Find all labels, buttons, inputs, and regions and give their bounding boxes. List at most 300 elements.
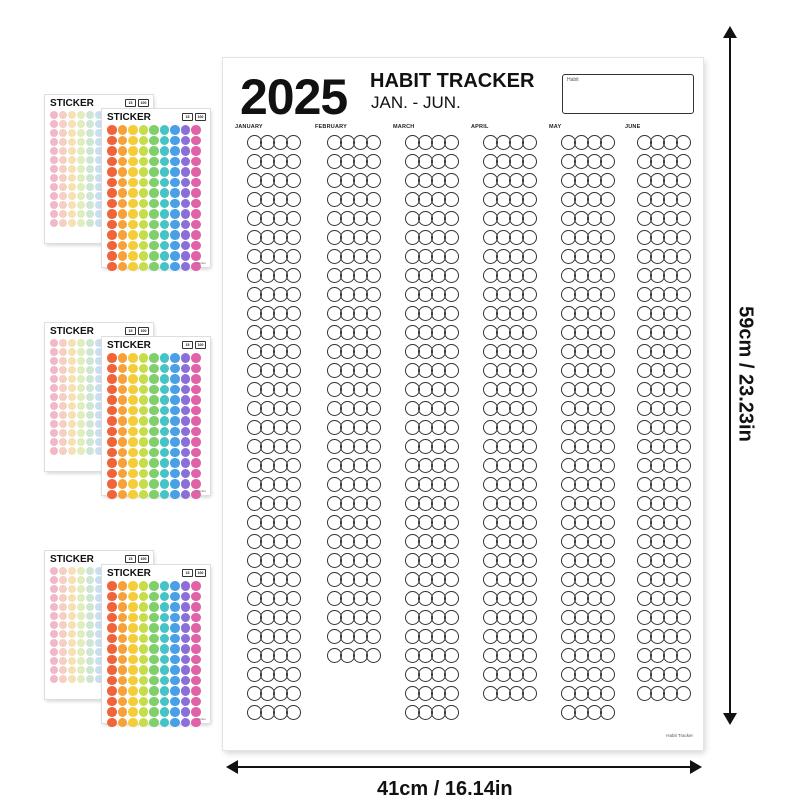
sticker-dot: [181, 199, 191, 209]
sticker-dot: [149, 697, 159, 707]
habit-circle: [600, 686, 615, 701]
sticker-dot: [86, 120, 94, 128]
month-label: JUNE: [625, 124, 641, 130]
habit-circle: [444, 705, 459, 720]
sticker-dot: [149, 707, 159, 717]
sticker-dot: [170, 686, 180, 696]
day-label: [549, 437, 568, 449]
sticker-dot: [50, 174, 58, 182]
day-label: [549, 475, 568, 487]
sticker-dot: [107, 676, 117, 686]
day-label: [315, 570, 334, 582]
habit-circle: [600, 515, 615, 530]
sticker-dot: [68, 594, 76, 602]
sticker-dot: [118, 707, 128, 717]
day-label: [393, 608, 412, 620]
sticker-dot: [149, 199, 159, 209]
day-label: [549, 684, 568, 696]
sticker-dot: [181, 406, 191, 416]
sticker-dot: [50, 648, 58, 656]
habit-circle: [600, 173, 615, 188]
sticker-dot: [160, 437, 170, 447]
sticker-dot: [107, 427, 117, 437]
sticker-dot: [149, 385, 159, 395]
habit-circle: [286, 496, 301, 511]
day-label: [393, 228, 412, 240]
sticker-dot: [68, 138, 76, 146]
day-label: [471, 228, 490, 240]
day-label: [235, 551, 254, 563]
habit-circle: [286, 382, 301, 397]
sticker-dot: [68, 201, 76, 209]
sticker-dot: [50, 375, 58, 383]
habit-circle: [366, 534, 381, 549]
habit-circle: [522, 515, 537, 530]
month-label: JANUARY: [235, 124, 263, 130]
sticker-dot: [191, 623, 201, 633]
sticker-dot: [86, 675, 94, 683]
sticker-dot: [77, 585, 85, 593]
day-label: [315, 247, 334, 259]
sticker-dot: [128, 437, 138, 447]
habit-circle: [444, 401, 459, 416]
day-label: [315, 133, 334, 145]
sticker-dot: [50, 420, 58, 428]
sticker-sheet-title: STICKER: [50, 98, 94, 109]
sticker-dot: [86, 339, 94, 347]
habit-tracker-poster: [223, 58, 703, 750]
sticker-dot: [86, 411, 94, 419]
sticker-dot: [170, 416, 180, 426]
sticker-dot: [77, 438, 85, 446]
habit-circle: [676, 154, 691, 169]
day-label: [625, 665, 644, 677]
sticker-dot: [170, 581, 180, 591]
sticker-dot: [77, 567, 85, 575]
sticker-dot: [68, 675, 76, 683]
sticker-dot: [68, 156, 76, 164]
day-label: [625, 551, 644, 563]
sticker-dot: [107, 686, 117, 696]
sticker-dot: [139, 251, 149, 261]
day-label: [549, 418, 568, 430]
habit-circle: [366, 591, 381, 606]
day-label: [315, 513, 334, 525]
sticker-dot: [149, 125, 159, 135]
day-label: [315, 456, 334, 468]
day-label: [471, 475, 490, 487]
sticker-dot: [68, 357, 76, 365]
sticker-dot: [118, 644, 128, 654]
sticker-dot: [86, 201, 94, 209]
sticker-dot: [160, 581, 170, 591]
sticker-dot: [77, 111, 85, 119]
sticker-dot: [139, 655, 149, 665]
day-label: [235, 285, 254, 297]
badge-value: 100: [195, 569, 206, 577]
sticker-dot: [68, 576, 76, 584]
habit-circle: [366, 154, 381, 169]
habit-circle: [600, 439, 615, 454]
month-column: [549, 124, 623, 722]
habit-circle: [600, 591, 615, 606]
sticker-dot: [86, 375, 94, 383]
sticker-dot: [59, 639, 67, 647]
habit-circle: [366, 287, 381, 302]
sticker-dot: [160, 469, 170, 479]
sticker-dot: [118, 374, 128, 384]
day-label: [393, 665, 412, 677]
sticker-dot: [118, 125, 128, 135]
habit-circle: [286, 534, 301, 549]
habit-circle: [522, 648, 537, 663]
habit-circle: [676, 439, 691, 454]
sticker-dot: [107, 602, 117, 612]
sticker-dot: [118, 241, 128, 251]
sticker-dot: [107, 209, 117, 219]
sticker-dot: [149, 353, 159, 363]
sticker-dot: [68, 129, 76, 137]
badge-value: 15: [182, 113, 193, 121]
sticker-dot: [139, 385, 149, 395]
sticker-dot: [68, 621, 76, 629]
day-label: [625, 589, 644, 601]
sticker-dot: [170, 437, 180, 447]
sticker-dot: [170, 178, 180, 188]
day-label: [235, 133, 254, 145]
sticker-dot: [59, 138, 67, 146]
sticker-dot: [160, 458, 170, 468]
sticker-footer: Sticker: [196, 489, 206, 493]
sticker-dot: [160, 665, 170, 675]
sticker-dot: [50, 357, 58, 365]
badge-value: 15: [182, 569, 193, 577]
sticker-dot: [118, 697, 128, 707]
habit-circle: [600, 211, 615, 226]
habit-circle: [600, 705, 615, 720]
day-label: [235, 627, 254, 639]
sticker-dot: [191, 251, 201, 261]
sticker-dot: [191, 241, 201, 251]
arrow-right-icon: [690, 760, 702, 774]
habit-circle: [600, 496, 615, 511]
sticker-dot: [160, 479, 170, 489]
sticker-dot: [170, 427, 180, 437]
sticker-dot: [68, 384, 76, 392]
sticker-dot: [181, 427, 191, 437]
sticker-dot: [68, 111, 76, 119]
day-label: [549, 209, 568, 221]
habit-circle: [366, 648, 381, 663]
habit-circle: [600, 344, 615, 359]
sticker-dot: [170, 623, 180, 633]
day-label: [625, 399, 644, 411]
sticker-dot: [149, 490, 159, 500]
habit-circle: [286, 192, 301, 207]
sticker-sheet-title: STICKER: [50, 326, 94, 337]
habit-circle: [676, 173, 691, 188]
note-box-label: Habit: [567, 77, 579, 83]
habit-circle: [444, 515, 459, 530]
sticker-dot: [50, 201, 58, 209]
sticker-dot: [50, 210, 58, 218]
sticker-dot: [191, 178, 201, 188]
day-rows: [549, 133, 623, 722]
sticker-dot: [77, 174, 85, 182]
sticker-dot: [77, 603, 85, 611]
sticker-dot: [149, 146, 159, 156]
day-label: [315, 646, 334, 658]
badge-value: 15: [125, 327, 136, 335]
sticker-dot: [160, 178, 170, 188]
sticker-dot: [149, 718, 159, 728]
habit-circle: [522, 591, 537, 606]
habit-circle: [676, 515, 691, 530]
day-label: [471, 627, 490, 639]
sticker-dot: [86, 366, 94, 374]
sticker-dot: [107, 167, 117, 177]
sticker-dot: [118, 427, 128, 437]
sticker-dot: [139, 209, 149, 219]
sticker-dot: [68, 210, 76, 218]
sticker-dot: [128, 665, 138, 675]
badge-value: 100: [138, 327, 149, 335]
sticker-dot: [128, 707, 138, 717]
day-label: [549, 323, 568, 335]
sticker-dot: [181, 136, 191, 146]
sticker-dot: [107, 251, 117, 261]
sticker-dot: [149, 262, 159, 272]
sticker-dot: [118, 209, 128, 219]
sticker-dot: [77, 639, 85, 647]
sticker-dot: [107, 581, 117, 591]
sticker-dot: [107, 634, 117, 644]
sticker-dot: [139, 458, 149, 468]
habit-circle: [600, 629, 615, 644]
day-label: [393, 589, 412, 601]
sticker-dot: [128, 241, 138, 251]
habit-circle: [366, 477, 381, 492]
day-label: [625, 152, 644, 164]
sticker-dot: [86, 384, 94, 392]
day-label: [393, 418, 412, 430]
sticker-dot: [50, 165, 58, 173]
sticker-dot: [50, 594, 58, 602]
sticker-dot: [170, 188, 180, 198]
sticker-dot: [128, 167, 138, 177]
day-label: [393, 703, 412, 715]
day-label: [471, 418, 490, 430]
day-label: [235, 570, 254, 582]
day-label: [625, 209, 644, 221]
sticker-dot: [139, 686, 149, 696]
day-label: [235, 646, 254, 658]
day-rows: [625, 133, 699, 703]
sticker-dot: [139, 146, 149, 156]
habit-circle: [444, 382, 459, 397]
habit-circle: [522, 610, 537, 625]
sticker-dot: [128, 592, 138, 602]
month-column: [471, 124, 545, 703]
sticker-dot: [170, 125, 180, 135]
sticker-dot: [118, 199, 128, 209]
habit-circle: [286, 572, 301, 587]
sticker-dot: [170, 146, 180, 156]
habit-circle: [522, 629, 537, 644]
sticker-dot: [139, 136, 149, 146]
sticker-dot: [50, 120, 58, 128]
sticker-dot: [128, 697, 138, 707]
sticker-dot: [50, 438, 58, 446]
sticker-dot: [128, 602, 138, 612]
day-label: [625, 456, 644, 468]
sticker-dot: [128, 188, 138, 198]
sticker-dot: [170, 136, 180, 146]
habit-circle: [676, 344, 691, 359]
sticker-dot: [128, 416, 138, 426]
sticker-dot: [181, 469, 191, 479]
sticker-dot: [160, 655, 170, 665]
habit-circle: [676, 629, 691, 644]
sticker-sheet-title: STICKER: [107, 340, 151, 351]
sticker-dot: [50, 657, 58, 665]
day-label: [315, 475, 334, 487]
sticker-dot: [191, 707, 201, 717]
sticker-dot: [68, 174, 76, 182]
day-label: [235, 247, 254, 259]
sticker-dot: [191, 188, 201, 198]
habit-circle: [286, 667, 301, 682]
sticker-dot: [149, 416, 159, 426]
sticker-dot: [139, 448, 149, 458]
sticker-dot: [50, 183, 58, 191]
sticker-dot: [160, 490, 170, 500]
sticker-dot: [68, 120, 76, 128]
sticker-dot: [68, 375, 76, 383]
day-label: [393, 190, 412, 202]
sticker-dot: [50, 621, 58, 629]
sticker-dot: [191, 437, 201, 447]
sticker-dot: [149, 613, 159, 623]
day-label: [471, 665, 490, 677]
sticker-dot: [170, 262, 180, 272]
sticker-dot: [181, 686, 191, 696]
sticker-dot: [107, 458, 117, 468]
sticker-dot: [59, 429, 67, 437]
sticker-dot: [181, 241, 191, 251]
sticker-dot: [191, 230, 201, 240]
habit-circle: [676, 268, 691, 283]
sticker-dot: [77, 429, 85, 437]
habit-circle: [522, 401, 537, 416]
day-label: [471, 399, 490, 411]
sticker-dot: [118, 251, 128, 261]
sticker-dot: [170, 490, 180, 500]
habit-circle: [286, 629, 301, 644]
day-rows: [315, 133, 389, 665]
sticker-dots: [107, 353, 201, 499]
sticker-dot: [118, 437, 128, 447]
sticker-footer: Sticker: [196, 261, 206, 265]
day-label: [549, 589, 568, 601]
habit-circle: [286, 477, 301, 492]
sticker-dot: [107, 644, 117, 654]
sticker-dot: [50, 393, 58, 401]
sticker-dot: [181, 718, 191, 728]
sticker-dot: [139, 188, 149, 198]
sticker-dot: [77, 357, 85, 365]
sticker-dot: [181, 374, 191, 384]
sticker-dot: [86, 420, 94, 428]
sticker-dot: [181, 188, 191, 198]
habit-note-box: [562, 74, 694, 114]
sticker-dot: [139, 592, 149, 602]
habit-circle: [522, 173, 537, 188]
sticker-dot: [149, 458, 159, 468]
habit-circle: [676, 325, 691, 340]
day-label: [625, 304, 644, 316]
sticker-dot: [86, 210, 94, 218]
sticker-dot: [50, 402, 58, 410]
habit-circle: [444, 534, 459, 549]
habit-circle: [676, 249, 691, 264]
sticker-dot: [149, 437, 159, 447]
arrow-down-icon: [723, 713, 737, 725]
habit-circle: [444, 135, 459, 150]
day-label: [471, 266, 490, 278]
sticker-dot: [181, 395, 191, 405]
habit-circle: [444, 553, 459, 568]
sticker-dot: [181, 262, 191, 272]
habit-circle: [366, 135, 381, 150]
day-label: [315, 494, 334, 506]
sticker-dot: [50, 219, 58, 227]
sticker-dot: [139, 125, 149, 135]
sticker-dot: [77, 630, 85, 638]
sticker-dot: [181, 479, 191, 489]
habit-circle: [286, 591, 301, 606]
sticker-dot: [118, 479, 128, 489]
sticker-dot: [191, 125, 201, 135]
sticker-dot: [149, 427, 159, 437]
day-label: [625, 437, 644, 449]
poster-title: HABIT TRACKER: [370, 70, 535, 92]
sticker-dot: [128, 374, 138, 384]
sticker-dot: [149, 188, 159, 198]
sticker-dot: [139, 644, 149, 654]
habit-circle: [600, 306, 615, 321]
habit-circle: [444, 572, 459, 587]
sticker-dot: [59, 603, 67, 611]
sticker-dot: [59, 192, 67, 200]
habit-circle: [522, 344, 537, 359]
sticker-dot: [181, 220, 191, 230]
day-label: [393, 247, 412, 259]
sticker-dot: [86, 156, 94, 164]
sticker-dot: [77, 621, 85, 629]
sticker-dot: [77, 675, 85, 683]
sticker-dot: [77, 201, 85, 209]
sticker-dot: [59, 165, 67, 173]
sticker-dot: [59, 675, 67, 683]
sticker-dot: [191, 665, 201, 675]
habit-circle: [366, 382, 381, 397]
sticker-dot: [191, 136, 201, 146]
sticker-dot: [128, 230, 138, 240]
habit-circle: [522, 420, 537, 435]
day-label: [471, 152, 490, 164]
sticker-dot: [118, 416, 128, 426]
